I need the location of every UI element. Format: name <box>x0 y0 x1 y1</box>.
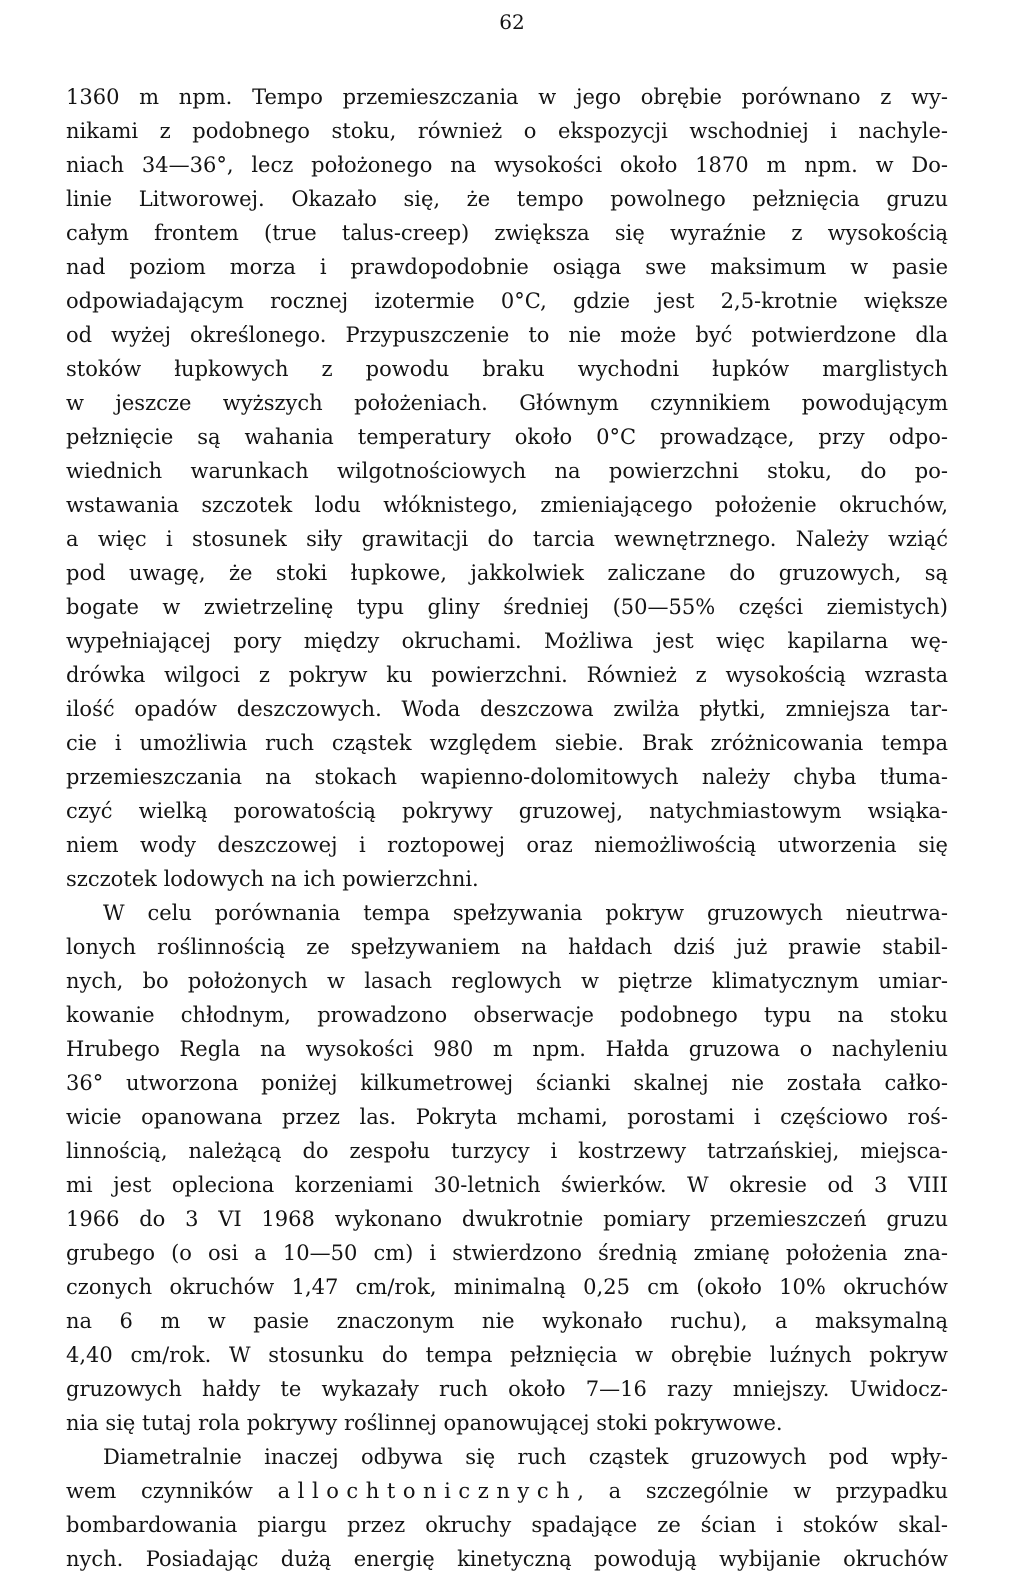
text-line: wicie opanowana przez las. Pokryta mchami, porostami i częściowo roś- <box>66 1105 948 1129</box>
text-line: nikami z podobnego stoku, również o ekspozycji wschodniej i nachyle- <box>66 119 948 143</box>
text-line: nia się tutaj rola pokrywy roślinnej opanowującej stoki pokrywowe. <box>66 1411 783 1435</box>
line-segment: wem czynników <box>66 1479 278 1503</box>
text-line: kowanie chłodnym, prowadzono obserwacje podobnego typu na stoku <box>66 1003 948 1027</box>
text-line: pełznięcie są wahania temperatury około 0°C prowadzące, przy odpo- <box>66 425 948 449</box>
paragraph-1 <box>66 80 948 896</box>
spaced-term: allochtonicznych <box>277 1479 578 1503</box>
text-line: nad poziom morza i prawdopodobnie osiąga swe maksimum w pasie <box>66 255 948 279</box>
text-line: wypełniającej pory między okruchami. Możliwa jest więc kapilarna wę- <box>66 629 948 653</box>
text-line: ilość opadów deszczowych. Woda deszczowa zwilża płytki, zmniejsza tar- <box>66 697 948 721</box>
text-line: czyć wielką porowatością pokrywy gruzowej, natychmiastowym wsiąka- <box>66 799 948 823</box>
text-line: lonych roślinnością ze spełzywaniem na hałdach dziś już prawie stabil- <box>66 935 948 959</box>
text-line: linnością, należącą do zespołu turzycy i kostrzewy tatrzańskiej, miejsca- <box>66 1139 948 1163</box>
text-line: nych, bo położonych w lasach reglowych w piętrze klimatycznym umiar- <box>66 969 948 993</box>
text-line: stoków łupkowych z powodu braku wychodni łupków marglistych <box>66 357 948 381</box>
text-line: grubego (o osi a 10—50 cm) i stwierdzono średnią zmianę położenia zna- <box>66 1241 948 1265</box>
text-line: bogate w zwietrzelinę typu gliny średniej (50—55% części ziemistych) <box>66 595 948 619</box>
text-line: całym frontem (true talus-creep) zwiększa się wyraźnie z wysokością <box>66 221 948 245</box>
text-line: na 6 m w pasie znaczonym nie wykonało ruchu), a maksymalną <box>66 1309 948 1333</box>
text-line: 1360 m npm. Tempo przemieszczania w jego obrębie porównano z wy- <box>66 85 948 109</box>
text-line: 36° utworzona poniżej kilkumetrowej ścianki skalnej nie została całko- <box>66 1071 948 1095</box>
paragraph-3 <box>66 1440 948 1576</box>
text-line: w jeszcze wyższych położeniach. Głównym czynnikiem powodującym <box>66 391 948 415</box>
text-line: a więc i stosunek siły grawitacji do tarcia wewnętrznego. Należy wziąć <box>66 527 948 551</box>
paragraph-2 <box>66 896 948 1440</box>
text-line: W celu porównania tempa spełzywania pokryw gruzowych nieutrwa- <box>103 901 948 925</box>
text-line: szczotek lodowych na ich powierzchni. <box>66 867 479 891</box>
text-line: niem wody deszczowej i roztopowej oraz niemożliwością utworzenia się <box>66 833 948 857</box>
text-line: od wyżej określonego. Przypuszczenie to nie może być potwierdzone dla <box>66 323 948 347</box>
page-number: 62 <box>499 10 525 34</box>
text-line: cie i umożliwia ruch cząstek względem siebie. Brak zróżnicowania tempa <box>66 731 948 755</box>
text-line: odpowiadającym rocznej izotermie 0°C, gdzie jest 2,5-krotnie większe <box>66 289 948 313</box>
text-line: drówka wilgoci z pokryw ku powierzchni. Również z wysokością wzrasta <box>66 663 948 687</box>
text-line: bombardowania piargu przez okruchy spadające ze ścian i stoków skal- <box>66 1513 948 1537</box>
line-segment: , a szczególnie w przypadku <box>577 1479 948 1503</box>
text-line: Diametralnie inaczej odbywa się ruch cząstek gruzowych pod wpły- <box>103 1445 948 1469</box>
text-line: Hrubego Regla na wysokości 980 m npm. Hałda gruzowa o nachyleniu <box>66 1037 948 1061</box>
text-line: przemieszczania na stokach wapienno-dolomitowych należy chyba tłuma- <box>66 765 948 789</box>
text-line: mi jest opleciona korzeniami 30-letnich świerków. W okresie od 3 VIII <box>66 1173 948 1197</box>
text-line: linie Litworowej. Okazało się, że tempo powolnego pełznięcia gruzu <box>66 187 948 211</box>
text-line: wiednich warunkach wilgotnościowych na powierzchni stoku, do po- <box>66 459 948 483</box>
text-line: niach 34—36°, lecz położonego na wysokości około 1870 m npm. w Do- <box>66 153 948 177</box>
text-line: pod uwagę, że stoki łupkowe, jakkolwiek zaliczane do gruzowych, są <box>66 561 948 585</box>
text-line: czonych okruchów 1,47 cm/rok, minimalną 0,25 cm (około 10% okruchów <box>66 1275 948 1299</box>
text-line: wstawania szczotek lodu włóknistego, zmieniającego położenie okruchów, <box>66 493 948 517</box>
text-line: 4,40 cm/rok. W stosunku do tempa pełznięcia w obrębie luźnych pokryw <box>66 1343 948 1367</box>
text-line: 1966 do 3 VI 1968 wykonano dwukrotnie pomiary przemieszczeń gruzu <box>66 1207 948 1231</box>
text-line: nych. Posiadając dużą energię kinetyczną powodują wybijanie okruchów <box>66 1547 948 1571</box>
text-line: gruzowych hałdy te wykazały ruch około 7—16 razy mniejszy. Uwidocz- <box>66 1377 948 1401</box>
body-text <box>66 80 948 1576</box>
text-line-with-spaced-term <box>66 1474 948 1508</box>
